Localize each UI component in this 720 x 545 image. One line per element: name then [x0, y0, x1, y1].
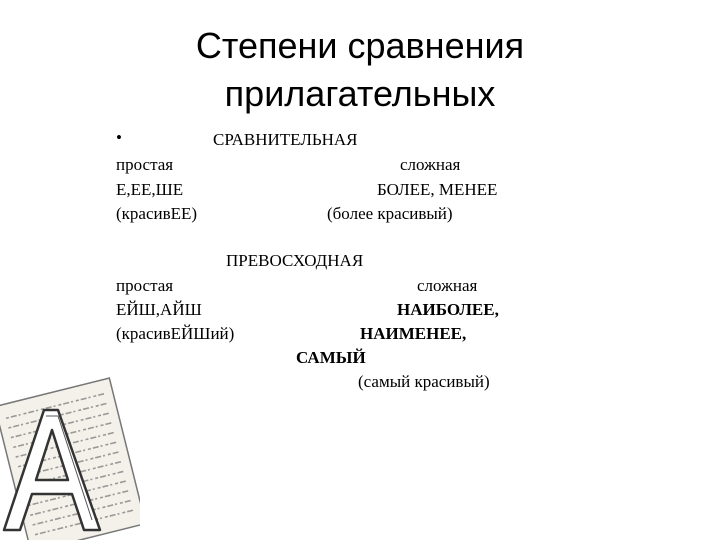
- letter-a-manuscript-icon: [0, 370, 140, 545]
- superlative-compound-word-3: САМЫЙ: [296, 348, 366, 367]
- superlative-compound-example: (самый красивый): [358, 372, 490, 391]
- comparative-simple-label: простая: [116, 155, 174, 174]
- superlative-compound-label: сложная: [417, 276, 478, 295]
- comparative-simple-suffixes: Е,ЕЕ,ШЕ: [116, 180, 184, 199]
- page-title: [150, 22, 570, 118]
- title-line-1: Степени сравнения: [195, 25, 525, 66]
- superlative-heading: ПРЕВОСХОДНАЯ: [226, 251, 364, 270]
- title-line-2: прилагательных: [224, 73, 496, 114]
- comparative-compound-words: БОЛЕЕ, МЕНЕЕ: [377, 180, 498, 199]
- comparative-simple-example: (красивЕЕ): [116, 204, 198, 223]
- comparative-compound-label: сложная: [400, 155, 461, 174]
- comparative-heading: СРАВНИТЕЛЬНАЯ: [213, 130, 358, 149]
- bullet: •: [116, 128, 122, 147]
- superlative-simple-example: (красивЕЙШий): [116, 324, 235, 343]
- superlative-compound-word-2: НАИМЕНЕЕ,: [360, 324, 467, 343]
- superlative-compound-word-1: НАИБОЛЕЕ,: [397, 300, 499, 319]
- superlative-simple-label: простая: [116, 276, 174, 295]
- comparative-compound-example: (более красивый): [327, 204, 453, 223]
- superlative-simple-suffixes: ЕЙШ,АЙШ: [116, 300, 202, 319]
